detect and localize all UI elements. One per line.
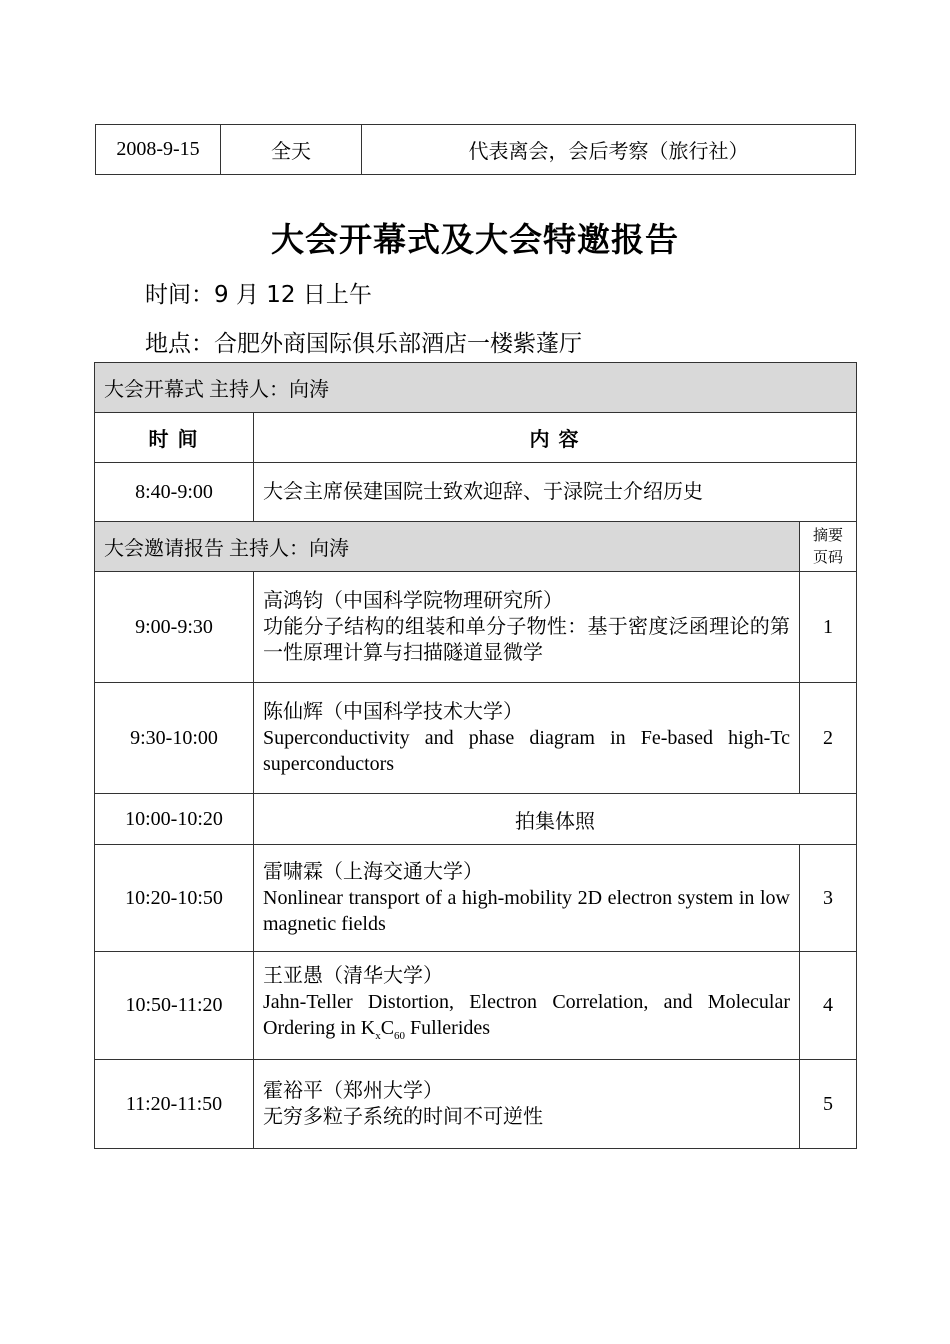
section-row-opening: [95, 363, 857, 413]
talk-title: Jahn-Teller Distortion, Electron Correlation, and Molecular Ordering in $K_xC_{60}$ Fullerides: [263, 990, 790, 1042]
speaker: 霍裕平（郑州大学）: [263, 1080, 443, 1102]
section-invited: 大会邀请报告 主持人：向涛: [95, 522, 800, 572]
period-cell: 全天: [221, 125, 362, 175]
table-row: [95, 463, 857, 522]
talk-title: 功能分子结构的组装和单分子物性：基于密度泛函理论的第一性原理计算与扫描隧道显微学: [263, 616, 790, 664]
page-number: 4: [800, 952, 857, 1060]
time-line: 时间：9 月 12 日上午: [145, 282, 372, 308]
talk-title: Superconductivity and phase diagram in Fe-based high-Tc superconductors: [263, 727, 790, 775]
section-opening: 大会开幕式 主持人：向涛: [95, 363, 857, 413]
place-line: 地点：合肥外商国际俱乐部酒店一楼紫蓬厅: [145, 331, 582, 357]
time-cell: 10:00-10:20: [95, 794, 254, 845]
time-cell: 11:20-11:50: [95, 1060, 254, 1149]
talk-title: Nonlinear transport of a high-mobility 2D electron system in low magnetic fields: [263, 887, 790, 935]
talk-cell: [254, 952, 800, 1060]
speaker: 高鸿钧（中国科学院物理研究所）: [263, 590, 563, 612]
content-cell: 大会主席侯建国院士致欢迎辞、于渌院士介绍历史: [254, 463, 857, 522]
page-number: 1: [800, 572, 857, 683]
table-row: [95, 1060, 857, 1149]
talk-cell: [254, 572, 800, 683]
page-title: 大会开幕式及大会特邀报告: [271, 220, 679, 259]
page-number: 2: [800, 683, 857, 794]
schedule-table: [94, 362, 857, 1149]
column-header-content: 内 容: [254, 413, 857, 463]
table-row: [95, 572, 857, 683]
talk-title: 无穷多粒子系统的时间不可逆性: [263, 1106, 543, 1128]
table-row: [95, 845, 857, 952]
speaker: 陈仙辉（中国科学技术大学）: [263, 701, 523, 723]
section-row-invited: [95, 522, 857, 572]
activity-cell: 代表离会，会后考察（旅行社）: [362, 125, 856, 175]
table-row: [95, 952, 857, 1060]
activity-cell: 拍集体照: [254, 794, 857, 845]
time-cell: 8:40-9:00: [95, 463, 254, 522]
abstract-page-header: 摘要 页码: [800, 522, 857, 572]
talk-cell: [254, 683, 800, 794]
talk-cell: [254, 1060, 800, 1149]
time-cell: 9:00-9:30: [95, 572, 254, 683]
talk-cell: [254, 845, 800, 952]
time-cell: 9:30-10:00: [95, 683, 254, 794]
departure-table: [95, 124, 856, 175]
column-header-time: 时 间: [95, 413, 254, 463]
date-cell: 2008-9-15: [96, 125, 221, 175]
table-row: [95, 794, 857, 845]
time-cell: 10:20-10:50: [95, 845, 254, 952]
page-number: 3: [800, 845, 857, 952]
table-row: [95, 683, 857, 794]
speaker: 王亚愚（清华大学）: [263, 964, 443, 987]
page-number: 5: [800, 1060, 857, 1149]
table-row: [96, 125, 856, 175]
time-cell: 10:50-11:20: [95, 952, 254, 1060]
header-row: [95, 413, 857, 463]
speaker: 雷啸霖（上海交通大学）: [263, 861, 483, 883]
